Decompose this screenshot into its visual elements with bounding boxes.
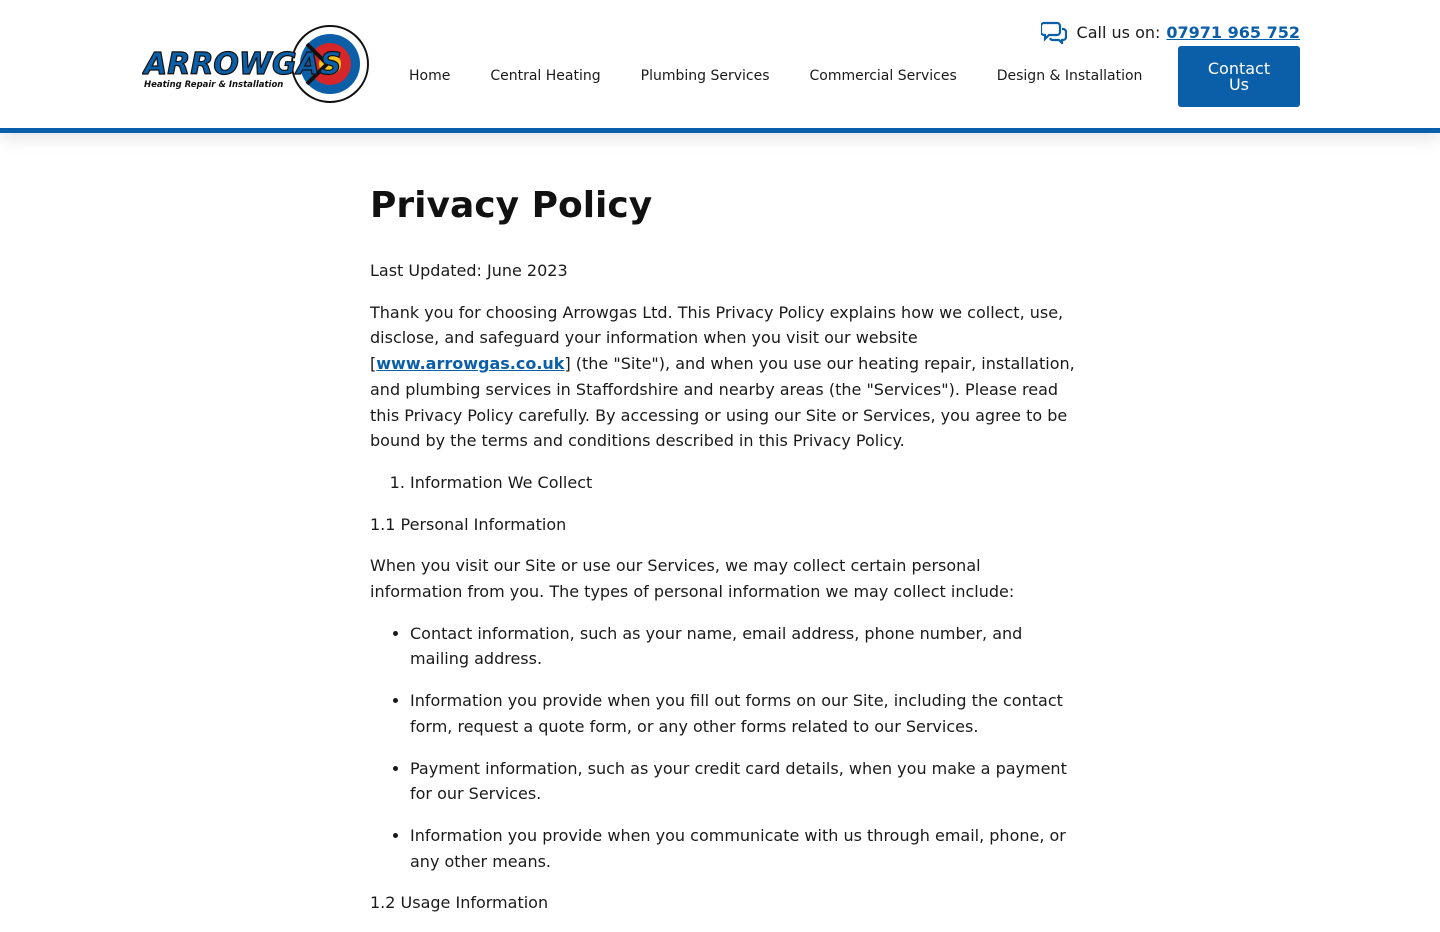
list-item: • Information you provide when you communicate with us through email, phone, or any other means.	[410, 823, 1075, 874]
info-list	[370, 621, 1075, 875]
arrowgas-logo[interactable]	[142, 24, 370, 104]
svg-text:ARROWGAS: ARROWGAS	[144, 47, 342, 82]
page-title: Privacy Policy	[370, 185, 653, 226]
nav-central-heating[interactable]: Central Heating	[490, 68, 601, 84]
phone-line	[1041, 20, 1300, 44]
list-item: • Contact information, such as your name, email address, phone number, and mailing address.	[410, 621, 1075, 672]
site-header	[0, 0, 1440, 133]
main-content	[370, 160, 1075, 932]
intro-paragraph: Thank you for choosing Arrowgas Ltd. This Privacy Policy explains how we collect, use, disclose, and safeguard your information when you visit our website [www.arrowgas.co.uk] (the "Site"), and when you use our heating repair, installation, and plumbing services in Staffordshire and nearby areas (the "Services"). Please read this Privacy Policy carefully. By accessing or using our Site or Services, you agree to be bound by the terms and conditions described in this Privacy Policy.	[370, 302, 1075, 451]
main-nav	[409, 68, 1142, 84]
subsection-heading: 1.1 Personal Information	[370, 514, 567, 534]
chat-bubbles-icon	[1041, 20, 1067, 44]
list-item: • Payment information, such as your credit card details, when you make a payment for our Services.	[410, 756, 1075, 807]
phone-link[interactable]: 07971 965 752	[1166, 22, 1300, 42]
nav-plumbing-services[interactable]: Plumbing Services	[640, 68, 770, 84]
section-heading: 1. Information We Collect	[410, 470, 1075, 496]
nav-home[interactable]: Home	[409, 68, 451, 84]
contact-us-button[interactable]: Contact Us	[1178, 46, 1300, 107]
svg-text:Heating Repair & Installation: Heating Repair & Installation	[144, 80, 284, 90]
nav-commercial-services[interactable]: Commercial Services	[809, 68, 957, 84]
list-item: • Information you provide when you fill out forms on our Site, including the contact form, request a quote form, or any other forms related to our Services.	[410, 688, 1075, 739]
section-list	[370, 470, 1075, 496]
nav-design-installation[interactable]: Design & Installation	[996, 68, 1143, 84]
subsection-heading: 1.2 Usage Information	[370, 893, 549, 913]
subsection-text: When you visit our Site or use our Services, we may collect certain personal information from you. The types of personal information we may collect include:	[370, 556, 1015, 602]
site-link[interactable]: www.arrowgas.co.uk	[376, 354, 565, 374]
last-updated: Last Updated: June 2023	[370, 261, 568, 280]
call-label: Call us on:	[1076, 22, 1161, 42]
